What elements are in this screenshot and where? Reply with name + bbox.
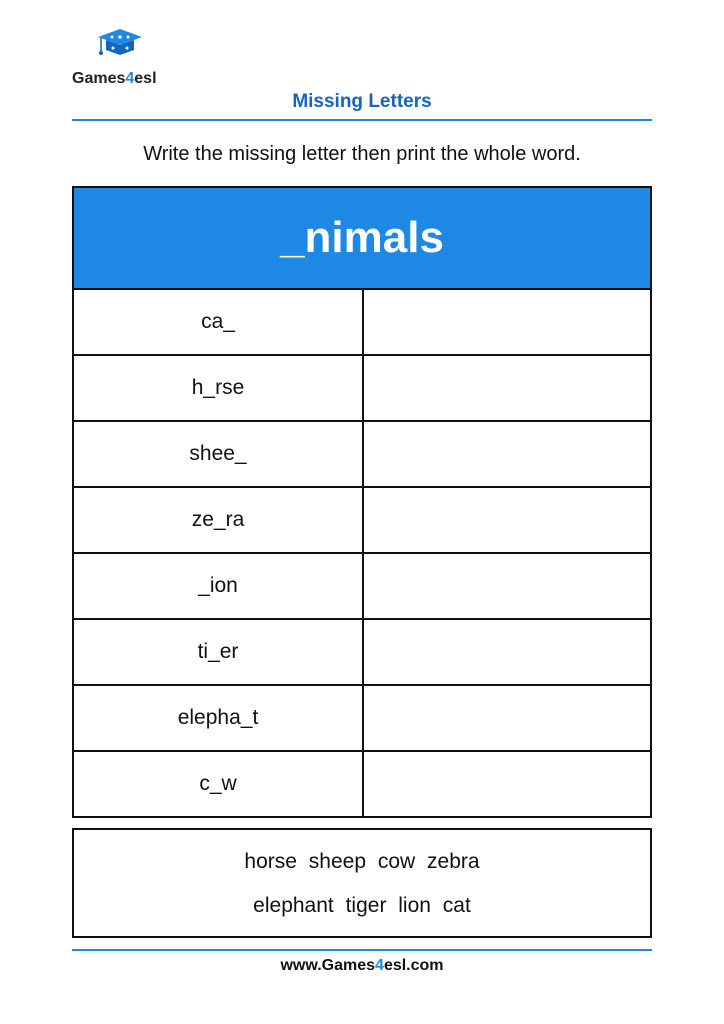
answer-cell[interactable] (363, 289, 651, 355)
answer-cell[interactable] (363, 553, 651, 619)
graduation-cap-die-icon (97, 28, 143, 58)
table-heading: _nimals (73, 187, 651, 289)
answer-cell[interactable] (363, 487, 651, 553)
answer-cell[interactable] (363, 619, 651, 685)
word-bank-line: elephant tiger lion cat (253, 894, 471, 917)
page-title: Missing Letters (292, 91, 432, 112)
footer-divider (72, 949, 652, 951)
word-prompt: shee_ (73, 421, 363, 487)
footer-url[interactable]: www.Games4esl.com (280, 957, 444, 974)
table-row (73, 685, 651, 751)
answer-cell[interactable] (363, 685, 651, 751)
answer-cell[interactable] (363, 751, 651, 817)
table-row (73, 751, 651, 817)
answer-cell[interactable] (363, 421, 651, 487)
missing-letters-table (72, 186, 652, 818)
word-prompt: _ion (73, 553, 363, 619)
table-row (73, 289, 651, 355)
brand-name: Games4esl (72, 70, 157, 87)
table-row (73, 421, 651, 487)
table-row (73, 619, 651, 685)
word-prompt: ca_ (73, 289, 363, 355)
header-divider (72, 119, 652, 121)
table-row (73, 487, 651, 553)
word-prompt: c_w (73, 751, 363, 817)
instructions: Write the missing letter then print the whole word. (143, 143, 581, 165)
table-row (73, 355, 651, 421)
table-row (73, 553, 651, 619)
word-bank (72, 828, 652, 938)
word-prompt: elepha_t (73, 685, 363, 751)
word-prompt: ze_ra (73, 487, 363, 553)
word-prompt: h_rse (73, 355, 363, 421)
word-bank-line: horse sheep cow zebra (244, 850, 480, 873)
answer-cell[interactable] (363, 355, 651, 421)
brand-logo (72, 28, 172, 90)
word-prompt: ti_er (73, 619, 363, 685)
